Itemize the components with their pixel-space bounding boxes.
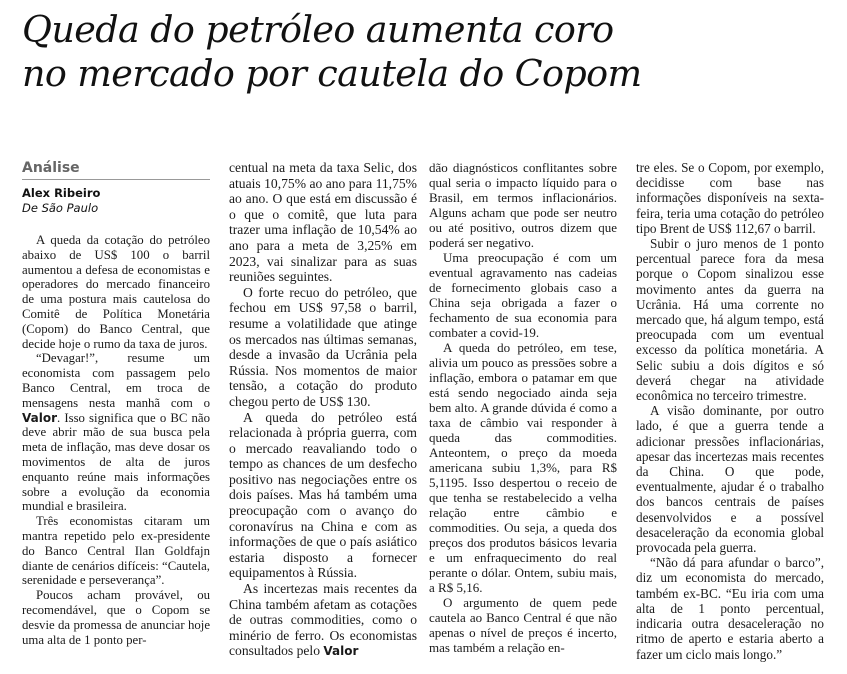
- paragraph: [229, 581, 417, 660]
- paragraph-text: . Isso significa que o BC não deve abrir mão de sua busca pela meta de inflação, mas deve dosar os movimentos de alta de juros enquanto reúne mais informações sobre a evolução da economia mundial e brasileira.: [22, 410, 210, 514]
- paragraph: A queda do petróleo, em tese, alivia um pouco as pressões sobre a inflação, embora o patamar em que está sendo negociado ainda seja bem alto. A grande dúvida é como a taxa de câmbio vai responder à queda das commodities. Anteontem, o preço da moeda americana subiu 1,3%, para R$ 5,1195. Isso despertou o receio de que tenha se restabelecido a velha relação entre câmbio e commodities. Ou seja, a queda dos preços dos produtos básicos levaria e um enfraquecimento do real perante o dólar. Ontem, subiu mais, a R$ 5,16.: [429, 340, 617, 595]
- paragraph: tre eles. Se o Copom, por exemplo, decidisse com base nas informações disponíveis na sexta-feira, teria uma cotação do petróleo tipo Brent de US$ 112,67 o barril.: [636, 160, 824, 236]
- paragraph: Uma preocupação é com um eventual agravamento nas cadeias de fornecimento globais caso a China seja obrigada a fazer o fechamento de sua economia para combater a covid-19.: [429, 250, 617, 340]
- paragraph: Três economistas citaram um mantra repetido pelo ex-presidente do Banco Central Ilan Goldfajn diante de cenários difíceis: “Cautela, serenidade e perseverança”.: [22, 514, 210, 588]
- paragraph: A visão dominante, por outro lado, é que a guerra tende a adicionar pressões inflacionárias, apesar das incertezas mais recentes da China. O que pode, eventualmente, ajudar é o trabalho dos bancos centrais de países desenvolvidos e a possível desaceleração da economia global provocada pela guerra.: [636, 403, 824, 556]
- headline: [22, 8, 832, 96]
- valor-name: Valor: [323, 644, 359, 659]
- paragraph: [22, 351, 210, 514]
- author-location: De São Paulo: [22, 201, 99, 215]
- valor-name: Valor: [22, 410, 58, 425]
- paragraph-text: As incertezas mais recentes da China também afetam as cotações de outras commodities, como o minério de ferro. Os economistas consultados pelo: [229, 581, 417, 659]
- headline-line-1: Queda do petróleo aumenta coro: [22, 8, 614, 51]
- author-name: Alex Ribeiro: [22, 186, 101, 200]
- paragraph: dão diagnósticos conflitantes sobre qual seria o impacto líquido para o Brasil, em termos inflacionários. Alguns acham que pode ser neutro ou até positivo, outros dizem que poderá ser negativo.: [429, 160, 617, 250]
- paragraph: centual na meta da taxa Selic, dos atuais 10,75% ao ano para 11,75% ao ano. O que está em discussão é o que o comitê, que luta para trazer uma inflação de 10,54% ao ano para a meta de 3,25% em 2023, vai sinalizar para as suas reuniões seguintes.: [229, 160, 417, 285]
- article-column-4: [636, 160, 824, 662]
- paragraph: A queda do petróleo está relacionada à própria guerra, com o mercado reavaliando todo o tempo as chances de um desfecho positivo nas negociações entre os dois países. Mas há também uma preocupação com o avanço do coronavírus na China e com as informações de que o país asiático estaria disposto a fornecer equipamentos à Rússia.: [229, 409, 417, 581]
- section-label: Análise: [22, 160, 210, 180]
- paragraph: “Não dá para afundar o barco”, diz um economista do mercado, também ex-BC. “Eu iria com uma alta de 1 ponto percentual, indicaria outra desaceleração no ritmo de aperto e estaria aberto a fazer um ciclo mais longo.”: [636, 555, 824, 662]
- article-column-1: [22, 160, 210, 647]
- article-column-2: [229, 160, 417, 660]
- headline-line-2: no mercado por cautela do Copom: [22, 52, 642, 95]
- paragraph: A queda da cotação do petróleo abaixo de US$ 100 o barril aumentou a defesa de economistas e operadores do mercado financeiro de uma postura mais cautelosa do Comitê de Política Monetária (Copom) do Banco Central, que decide hoje o rumo da taxa de juros.: [22, 233, 210, 351]
- paragraph-text: “Devagar!”, resume um economista com passagem pelo Banco Central, em troca de mensagens nesta manhã com o: [22, 351, 210, 410]
- paragraph: O argumento de quem pede cautela ao Banco Central é que não apenas o nível de preços é incerto, mas também a relação en-: [429, 595, 617, 655]
- paragraph: Subir o juro menos de 1 ponto percentual parece fora da mesa porque o Copom sinalizou esse movimento antes da guerra na Ucrânia. Há uma corrente no mercado que, há algum tempo, está preocupada com um eventual excesso da política monetária. A Selic subiu a dois dígitos e só deverá chegar na atividade econômica no terceiro trimestre.: [636, 236, 824, 404]
- paragraph: O forte recuo do petróleo, que fechou em US$ 97,58 o barril, resume a volatilidade que atinge os mercados nas últimas semanas, desde a invasão da Ucrânia pela Rússia. Nos momentos de maior tensão, a cotação do produto chegou perto de US$ 130.: [229, 284, 417, 409]
- paragraph: Poucos acham provável, ou recomendável, que o Copom se desvie da promessa de anunciar hoje uma alta de 1 ponto per-: [22, 588, 210, 647]
- article-column-3: [429, 160, 617, 655]
